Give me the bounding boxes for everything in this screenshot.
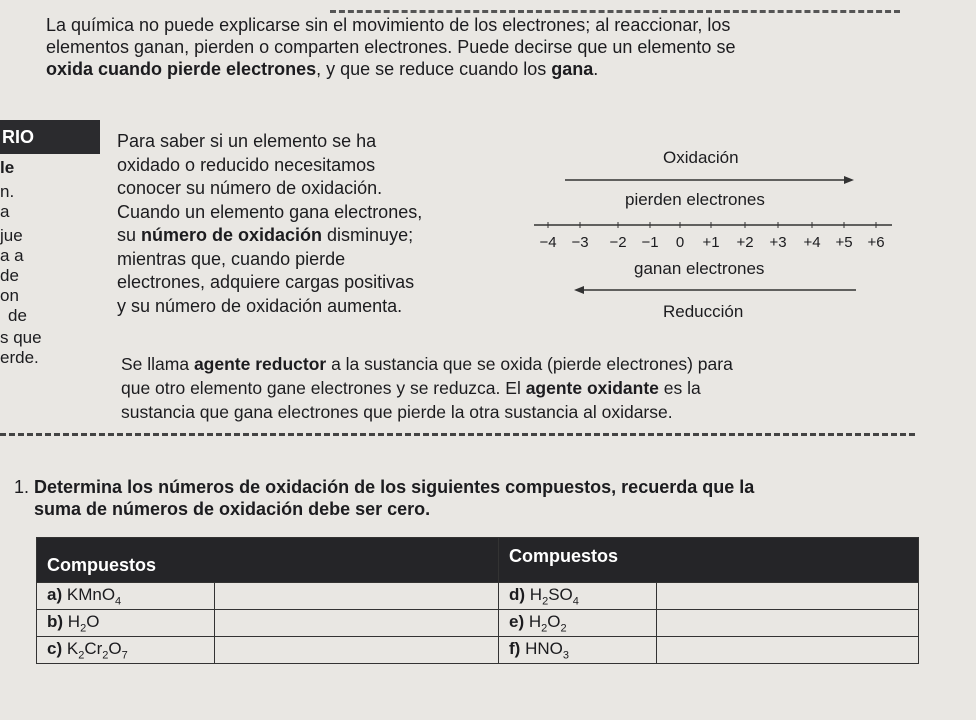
table-header-row [37, 538, 919, 583]
oxidation-explanation [117, 130, 422, 318]
compound-cell: b) $H_2O$ [37, 610, 215, 637]
loses-electrons-label: pierden electrones [625, 190, 765, 209]
explanation-line: conocer su número de oxidación. [117, 178, 383, 198]
compound-cell: d) $H_2SO_4$ [499, 583, 657, 610]
answer-cell[interactable] [215, 610, 499, 637]
explanation-line: Cuando un elemento gana electrones, [117, 201, 423, 222]
tick-label: +3 [769, 234, 787, 251]
tick-label: −4 [539, 234, 557, 251]
intro-line-2: elementos ganan, pierden o comparten electrones. Puede decirse que un elemento se [46, 37, 736, 57]
explanation-line: Para saber si un elemento se ha [117, 131, 377, 151]
middle-dashed-rule [0, 433, 915, 436]
margin-word: a [0, 202, 10, 221]
oxidation-table [36, 537, 919, 664]
table-row [37, 610, 919, 637]
compound-cell: a) KMnO$_4$ [37, 583, 215, 610]
agents-line: que otro elemento gane electrones y se reduzca. El agente oxidante es la [121, 378, 701, 398]
margin-word: s que [0, 328, 42, 347]
margin-word: a a [0, 246, 24, 265]
margin-word: on [0, 286, 19, 305]
margin-fragments [0, 158, 42, 368]
exercise-line: 1. Determina los números de oxidación de los siguientes compuestos, recuerda que la [14, 477, 755, 497]
tick-label: +6 [867, 234, 885, 251]
margin-word: n. [0, 182, 15, 201]
answer-cell[interactable] [657, 637, 919, 664]
intro-paragraph [46, 14, 735, 80]
explanation-line: electrones, adquiere cargas positivas [117, 272, 415, 292]
margin-word: de [0, 266, 19, 285]
oxidation-arrow [560, 170, 860, 190]
table-row [37, 583, 919, 610]
reduction-label: Reducción [663, 302, 744, 321]
table-row [37, 637, 919, 664]
header-compounds-left: Compuestos [37, 538, 499, 583]
agents-line: Se llama agente reductor a la sustancia que se oxida (pierde electrones) para [121, 354, 733, 374]
margin-word: le [0, 158, 15, 177]
oxidation-number-line [530, 218, 900, 258]
answer-cell[interactable] [215, 637, 499, 664]
margin-word: de [8, 306, 27, 325]
tick-label: +1 [702, 234, 720, 251]
compound-cell: f) $HNO_3$ [499, 637, 657, 664]
margin-word: jue [0, 226, 23, 245]
explanation-line: su número de oxidación disminuye; [117, 225, 414, 245]
compound-cell: c) $K_2Cr_2O_7$ [37, 637, 215, 664]
exercise-prompt [14, 476, 914, 520]
explanation-line: mientras que, cuando pierde [117, 248, 346, 269]
exercise-line: suma de números de oxidación debe ser cero. [34, 499, 431, 519]
section-tab: RIO [0, 120, 100, 154]
header-compounds-right: Compuestos [499, 538, 919, 583]
margin-word: erde. [0, 348, 39, 367]
top-dashed-rule [330, 10, 900, 13]
answer-cell[interactable] [657, 583, 919, 610]
gains-electrons-label: ganan electrones [634, 259, 765, 278]
intro-line-1: La química no puede explicarse sin el movimiento de los electrones; al reaccionar, los [46, 15, 731, 35]
tick-label: +5 [835, 234, 853, 251]
tick-label: −3 [571, 234, 589, 251]
tick-label: −1 [641, 234, 659, 251]
intro-line-3: oxida cuando pierde electrones, y que se reduce cuando los gana. [46, 59, 599, 79]
agents-line: sustancia que gana electrones que pierde la otra sustancia al oxidarse. [121, 402, 673, 422]
compound-cell: e) $H_2O_2$ [499, 610, 657, 637]
tick-label: −2 [609, 234, 627, 251]
reduction-arrow [570, 280, 860, 300]
agents-paragraph [121, 352, 733, 424]
answer-cell[interactable] [215, 583, 499, 610]
explanation-line: y su número de oxidación aumenta. [117, 295, 403, 316]
tick-label: +2 [736, 234, 754, 251]
answer-cell[interactable] [657, 610, 919, 637]
tick-label: 0 [675, 234, 685, 251]
explanation-line: oxidado o reducido necesitamos [117, 154, 376, 175]
tick-label: +4 [803, 234, 821, 251]
oxidation-label: Oxidación [663, 148, 739, 167]
